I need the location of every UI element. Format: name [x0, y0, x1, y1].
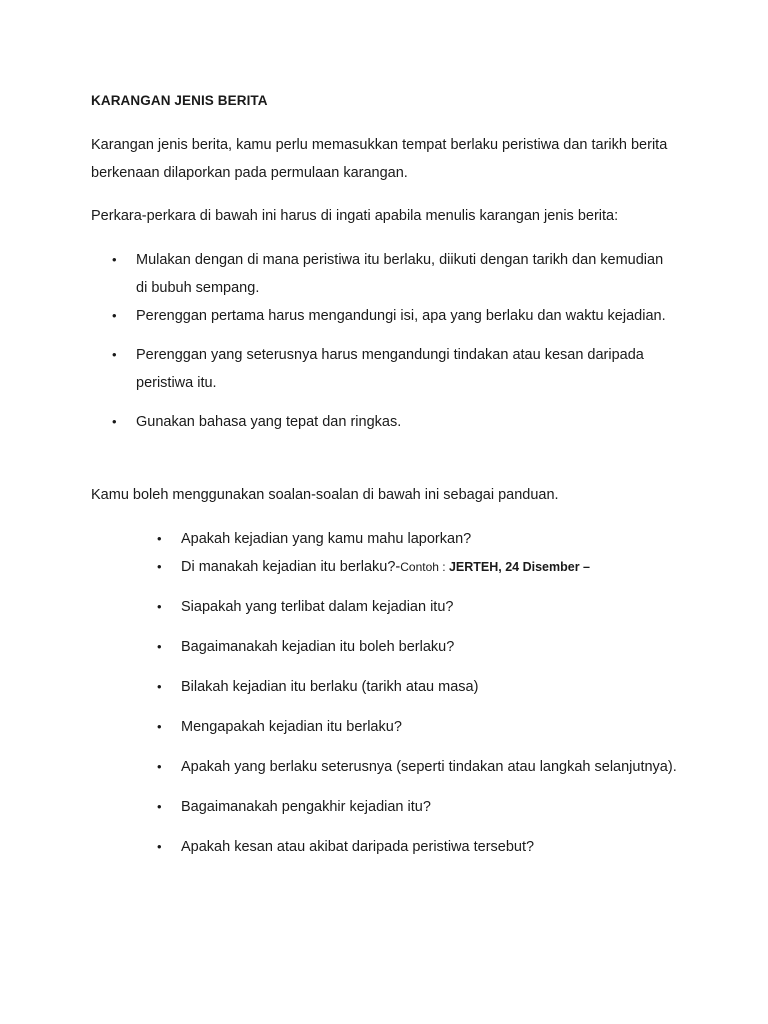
list-item	[112, 341, 672, 397]
points-lead-paragraph: Perkara-perkara di bawah ini harus di ingati apabila menulis karangan jenis berita:	[91, 208, 619, 224]
list-item-text: Mulakan dengan di mana peristiwa itu berlaku, diikuti dengan tarikh dan kemudian di bubuh sempang.	[136, 252, 664, 296]
example-value: JERTEH, 24 Disember –	[448, 560, 590, 574]
list-item	[112, 408, 672, 436]
list-item-text: Bilakah kejadian itu berlaku (tarikh atau masa)	[181, 679, 479, 695]
list-item	[157, 833, 677, 861]
list-item-text: Apakah kesan atau akibat daripada peristiwa tersebut?	[181, 839, 535, 855]
list-item-text: Apakah yang berlaku seterusnya (seperti tindakan atau langkah selanjutnya).	[181, 759, 677, 775]
list-item-text: Perenggan yang seterusnya harus mengandungi tindakan atau kesan daripada peristiwa itu.	[136, 347, 644, 391]
bullet-icon: •	[112, 347, 117, 362]
bullet-icon: •	[157, 599, 162, 614]
list-item-text: Perenggan pertama harus mengandungi isi, apa yang berlaku dan waktu kejadian.	[136, 308, 666, 324]
list-item-text: Siapakah yang terlibat dalam kejadian itu?	[181, 599, 454, 615]
list-item	[157, 633, 677, 661]
list-item	[157, 673, 677, 701]
bullet-icon: •	[157, 639, 162, 654]
bullet-icon: •	[112, 252, 117, 267]
list-item-text: Mengapakah kejadian itu berlaku?	[181, 719, 402, 735]
list-item	[157, 525, 677, 553]
list-item	[112, 246, 672, 302]
list-item	[157, 713, 677, 741]
bullet-icon: •	[157, 559, 162, 574]
intro-paragraph: Karangan jenis berita, kamu perlu memasukkan tempat berlaku peristiwa dan tarikh berita berkenaan dilaporkan pada permulaan karangan.	[91, 137, 668, 181]
bullet-icon: •	[157, 719, 162, 734]
bullet-icon: •	[157, 759, 162, 774]
list-item	[157, 793, 677, 821]
list-item	[157, 753, 677, 781]
list-item-text: Bagaimanakah pengakhir kejadian itu?	[181, 799, 431, 815]
bullet-icon: •	[157, 679, 162, 694]
list-item	[157, 553, 677, 581]
bullet-icon: •	[112, 414, 117, 429]
example-label: Contoh :	[400, 560, 449, 574]
list-item-text: Gunakan bahasa yang tepat dan ringkas.	[136, 414, 402, 430]
list-item-text: Apakah kejadian yang kamu mahu laporkan?	[181, 531, 472, 547]
list-item-text: Di manakah kejadian itu berlaku?-	[181, 559, 401, 575]
list-item-text: Bagaimanakah kejadian itu boleh berlaku?	[181, 639, 455, 655]
guide-questions-list	[157, 525, 677, 873]
list-item	[157, 593, 677, 621]
questions-lead-paragraph: Kamu boleh menggunakan soalan-soalan di bawah ini sebagai panduan.	[91, 487, 559, 503]
bullet-icon: •	[112, 308, 117, 323]
document-title: KARANGAN JENIS BERITA	[91, 93, 268, 108]
writing-points-list	[112, 246, 672, 436]
bullet-icon: •	[157, 839, 162, 854]
bullet-icon: •	[157, 531, 162, 546]
list-item	[112, 302, 672, 330]
bullet-icon: •	[157, 799, 162, 814]
